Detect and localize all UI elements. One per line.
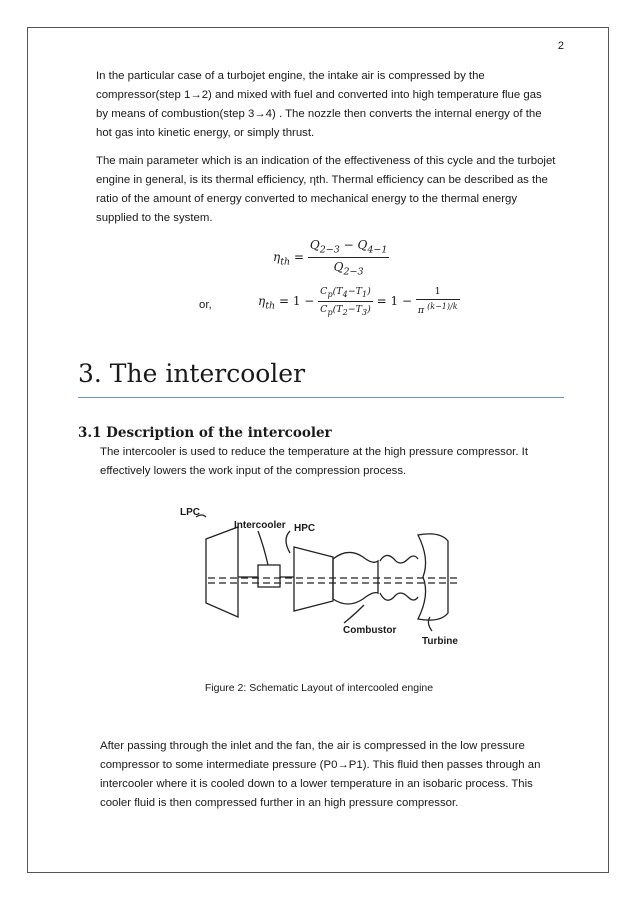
intercooler-pointer [258, 531, 268, 565]
equation-thermal-efficiency: $\eta_{th}$ = $\frac{Q_{2-3} - Q_{4-1}}{Q_{2-3}}$ [273, 238, 388, 278]
equation-or-label: or, [199, 299, 212, 311]
paragraph-intercooler: The intercooler is used to reduce the temperature at the high pressure compressor. It effectively lowers the work input of the compression process. [100, 446, 529, 477]
intercooled-engine-diagram [168, 495, 468, 655]
section-rule [78, 397, 564, 398]
hpc-pointer [286, 531, 290, 553]
page-number: 2 [557, 40, 564, 52]
label-turbine: Turbine [422, 636, 458, 647]
label-combustor: Combustor [343, 625, 397, 636]
combustor-pointer [344, 605, 364, 623]
paragraph-compression-path: After passing through the inlet and the fan, the air is compressed in the low pressure compressor to some intermediate pressure (P0→P1). This fluid then passes through an intercooler where it is cooled down to a lower temperature in an isobaric process. This cooler fluid is then compressed further in an high pressure compressor. [100, 740, 541, 809]
figure-caption: Figure 2: Schematic Layout of intercooled engine [204, 682, 434, 694]
subsection-title: 3.1 Description of the intercooler [78, 425, 332, 441]
section-title: 3. The intercooler [78, 359, 306, 388]
turbine-section [418, 534, 448, 620]
label-hpc: HPC [294, 523, 316, 534]
paragraph-turbojet: In the particular case of a turbojet engine, the intake air is compressed by the compressor(step 1→2) and mixed with fuel and converted into high temperature flue gas by means of combustion(step 3→4) . The nozzle then converts the internal energy of the hot gas into kinetic energy, or simply thrust. [96, 70, 542, 139]
paragraph-efficiency: The main parameter which is an indication of the effectiveness of this cycle and the turbojet engine in general, is its thermal efficiency, ηth. Thermal efficiency can be described as the ratio of the amount of energy converted to mechanical energy to the thermal energy supplied to the system. [96, 155, 556, 224]
intercooler-box [258, 565, 280, 587]
label-lpc: LPC [180, 507, 200, 518]
hpc-section [294, 547, 333, 611]
lpc-section [206, 527, 238, 617]
turbine-pointer [428, 617, 432, 631]
label-intercooler: Intercooler [234, 520, 286, 531]
equation-cp-form: $\eta_{th} = 1$ − $\frac{C_p(T_4-T_1)}{C_p(T_2-T_3)}$ = 1 − $\frac{1}{\pi ^{(k-1)/k}}$ [258, 286, 458, 317]
